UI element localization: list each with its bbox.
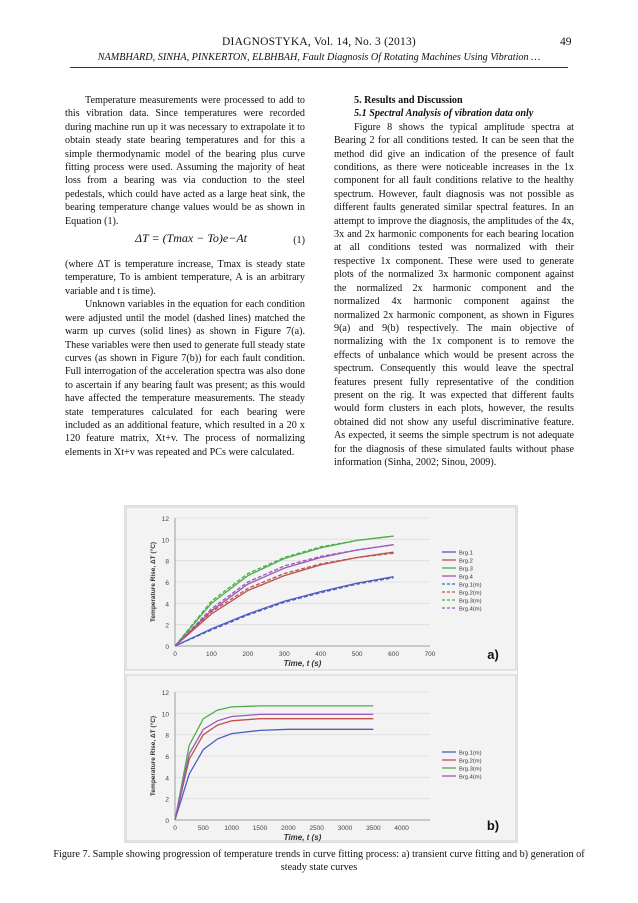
legend-entry: Brg.4 (459, 574, 473, 581)
left-column (65, 94, 305, 459)
x-tick-label: 500 (197, 825, 209, 832)
panel-background (126, 507, 516, 670)
x-tick-label: 3000 (337, 825, 353, 832)
y-tick-label: 6 (165, 580, 169, 587)
legend-entry: Brg.2 (459, 558, 473, 565)
journal-title: DIAGNOSTYKA, Vol. 14, No. 3 (2013) (222, 36, 416, 48)
x-tick-label: 0 (173, 825, 177, 832)
x-tick-label: 4000 (394, 825, 409, 832)
y-tick-label: 2 (165, 796, 169, 804)
x-axis-label: Time, t (s) (283, 659, 322, 668)
x-axis-label: Time, t (s) (283, 833, 322, 842)
x-tick-label: 600 (388, 651, 400, 658)
y-tick-label: 6 (165, 754, 169, 761)
figure-7-charts (125, 506, 517, 842)
y-tick-label: 4 (165, 775, 169, 783)
x-tick-label: 1000 (224, 825, 239, 832)
y-tick-label: 10 (161, 711, 169, 719)
x-tick-label: 1500 (252, 825, 268, 832)
legend-entry: Brg.4(m) (459, 606, 482, 613)
paragraph-temperature-measurements: Temperature measurements were processed to add to this vibration data. Since temperatures were recorded during machine run up it was necessary to extrapolate it to obtain steady state bearing temperatures and for this a simple thermodynamic model of the bearing plus curve fitting process were used. Assuming the majority of heat loss from a bearing was via conduction to the steel pedestals, which could have acted as a large heat sink, the bearing temperature change values would be as shown in Equation (1). (65, 95, 305, 227)
x-tick-label: 200 (242, 651, 254, 658)
paragraph-variable-definitions: (where ΔT is temperature increase, Tmax is steady state temperature, To is ambient temperature, A is an arbitrary variable and t is time). (65, 259, 305, 297)
running-authors: NAMBHARD, SINHA, PINKERTON, ELBHBAH, Fault Diagnosis Of Rotating Machines Using Vibration … (97, 52, 541, 63)
y-tick-label: 4 (165, 601, 169, 609)
panel-label: b) (486, 818, 500, 833)
chart-panel-a (126, 507, 516, 670)
figure-caption: Figure 7. Sample showing progression of temperature trends in curve fitting process: a) transient curve fitting and b) generation of steady state curves (53, 849, 585, 873)
legend-entry: Brg.2(m) (459, 590, 482, 597)
legend-entry: Brg.3(m) (459, 598, 482, 605)
chart-panel-b (126, 675, 516, 842)
right-column (334, 94, 574, 469)
x-tick-label: 100 (205, 651, 217, 658)
x-tick-label: 700 (424, 651, 436, 658)
y-tick-label: 8 (165, 558, 169, 566)
subsection-heading: 5.1 Spectral Analysis of vibration data only (354, 108, 534, 120)
header-divider (70, 67, 568, 68)
y-tick-label: 8 (165, 732, 169, 740)
legend-entry: Brg.3(m) (459, 766, 482, 773)
y-tick-label: 0 (165, 644, 169, 651)
x-tick-label: 300 (278, 651, 290, 658)
legend-entry: Brg.1 (459, 550, 473, 557)
panel-background (126, 675, 516, 841)
legend-entry: Brg.1(m) (459, 582, 482, 589)
equation-text: ΔT = (Tmax − To)e−At (135, 231, 248, 246)
x-tick-label: 400 (315, 651, 327, 658)
y-axis-label: Temperature Rise, ΔT (°C) (150, 715, 157, 797)
figure-7 (124, 505, 518, 843)
y-tick-label: 10 (161, 537, 169, 545)
section-heading: 5. Results and Discussion (354, 95, 463, 106)
legend-entry: Brg.3 (459, 566, 473, 573)
y-tick-label: 12 (161, 516, 169, 523)
y-axis-label: Temperature Rise, ΔT (°C) (150, 541, 157, 623)
x-tick-label: 0 (173, 651, 177, 658)
equation-1 (65, 230, 305, 252)
y-tick-label: 12 (161, 690, 169, 697)
legend-entry: Brg.1(m) (459, 750, 482, 757)
legend-entry: Brg.2(m) (459, 758, 482, 765)
paragraph-spectral-analysis: Figure 8 shows the typical amplitude spectra at Bearing 2 for all conditions tested. It can be seen that the method did give an indication of the presence of fault conditions, as there were noticeable increases in the 1x component for all fault conditions relative to the healthy spectrum. However, fault diagnosis was not possible as different faults generated similar spectral features. In an attempt to improve the diagnosis, the amplitudes of the 4x, 3x and 2x harmonic components for each bearing location at all conditions tested was normalized with their respective 1x component. These were used to generate plots of the normalized 3x harmonic component against the normalized 2x harmonic component and the normalized 4x harmonic component against the normalized 2x harmonic component, as shown in Figures 9(a) and 9(b) respectively. The main objective of normalizing with the 1x component is to remove the effects of unbalance which would be present across the spectrum. Consequently this would leave the spectral features present fully representative of the condition present on the rig. It was expected that different faults would form clusters in each plots, however, the results obtained did not show any useful discriminative feature. As expected, it seems the simple spectrum is not adequate for the diagnosis of these simulated faults without phase information (Sinha, 2002; Sinou, 2009). (334, 121, 574, 468)
x-tick-label: 2000 (281, 825, 296, 832)
x-tick-label: 3500 (366, 825, 381, 832)
equation-number: (1) (293, 235, 305, 247)
y-tick-label: 2 (165, 622, 169, 630)
paragraph-curve-fitting: Unknown variables in the equation for each condition were adjusted until the model (dashed lines) matched the warm up curves (solid lines) as shown in Figure 7(a). These variables were then used to generate full steady state curves (as shown in Figure 7(b)) for each fault condition. Full interrogation of the acceleration spectra was also done to ascertain if any bearing fault was present; as this would have affected the temperature measurements. The steady state temperatures calculated for each bearing were included as an additional feature, which resulted in a 20 x 120 feature matrix, Xt+v. The process of normalizing elements in Xt+v was repeated and PCs were calculated. (65, 299, 305, 458)
legend-entry: Brg.4(m) (459, 774, 482, 781)
y-tick-label: 0 (165, 818, 169, 825)
x-tick-label: 2500 (309, 825, 324, 832)
x-tick-label: 500 (351, 651, 363, 658)
page-number: 49 (560, 36, 572, 48)
panel-label: a) (487, 647, 499, 662)
